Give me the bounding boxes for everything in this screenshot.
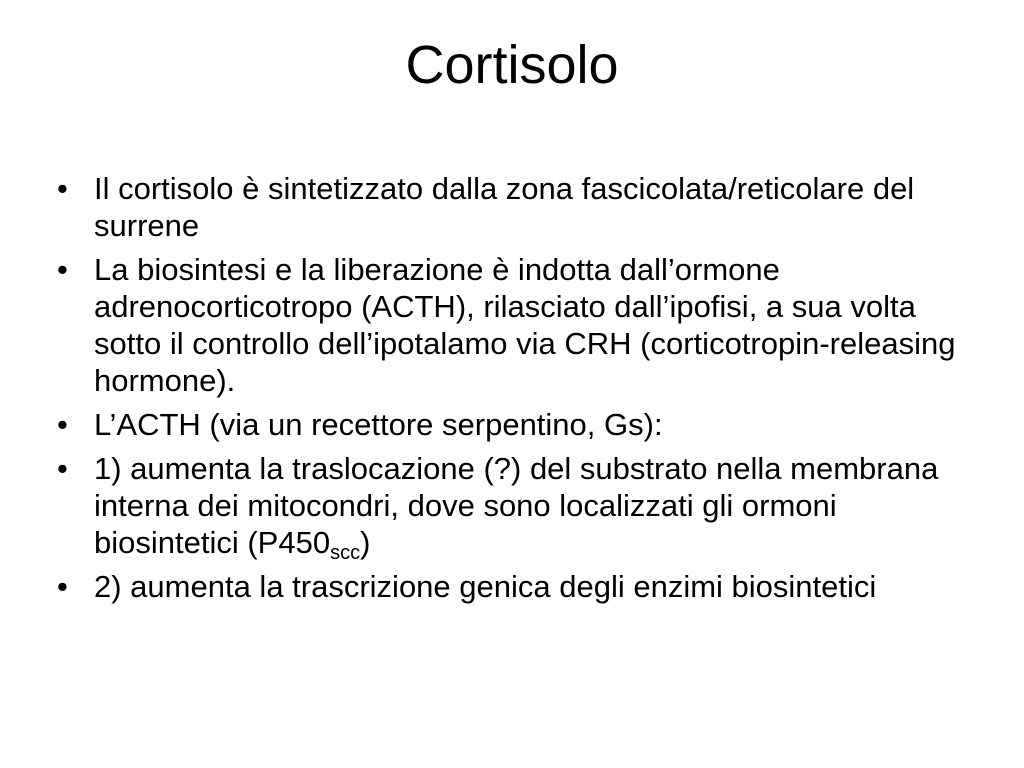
bullet-dot-icon: •: [57, 451, 68, 486]
bullet-item: [55, 251, 985, 399]
bullet-text: La biosintesi e la liberazione è indotta dall’ormone adrenocorticotropo (ACTH), rilasciato dall’ipofisi, a sua volta sotto il controllo dell’ipotalamo via CRH (corticotropin-releasing hormone).: [94, 252, 956, 398]
slide-title: Cortisolo: [405, 35, 619, 95]
bullet-text: L’ACTH (via un recettore serpentino, Gs):: [94, 407, 663, 442]
bullet-item: [55, 406, 985, 443]
bullet-text: Il cortisolo è sintetizzato dalla zona fascicolata/reticolare del surrene: [94, 171, 915, 243]
bullet-item: [55, 568, 985, 605]
bullet-subscript: scc: [330, 542, 361, 564]
bullet-dot-icon: •: [57, 569, 68, 604]
bullet-dot-icon: •: [57, 407, 68, 442]
bullet-item: [55, 450, 985, 564]
bullet-text: 1) aumenta la traslocazione (?) del substrato nella membrana interna dei mitocondri, dove sono localizzati gli ormoni biosintetici (P450: [94, 451, 939, 560]
bullet-list: [55, 170, 985, 612]
bullet-text: 2) aumenta la trascrizione genica degli enzimi biosintetici: [94, 569, 877, 604]
bullet-item: [55, 170, 985, 244]
bullet-dot-icon: •: [57, 171, 68, 206]
bullet-suffix: ): [360, 525, 371, 560]
bullet-dot-icon: •: [57, 252, 68, 287]
